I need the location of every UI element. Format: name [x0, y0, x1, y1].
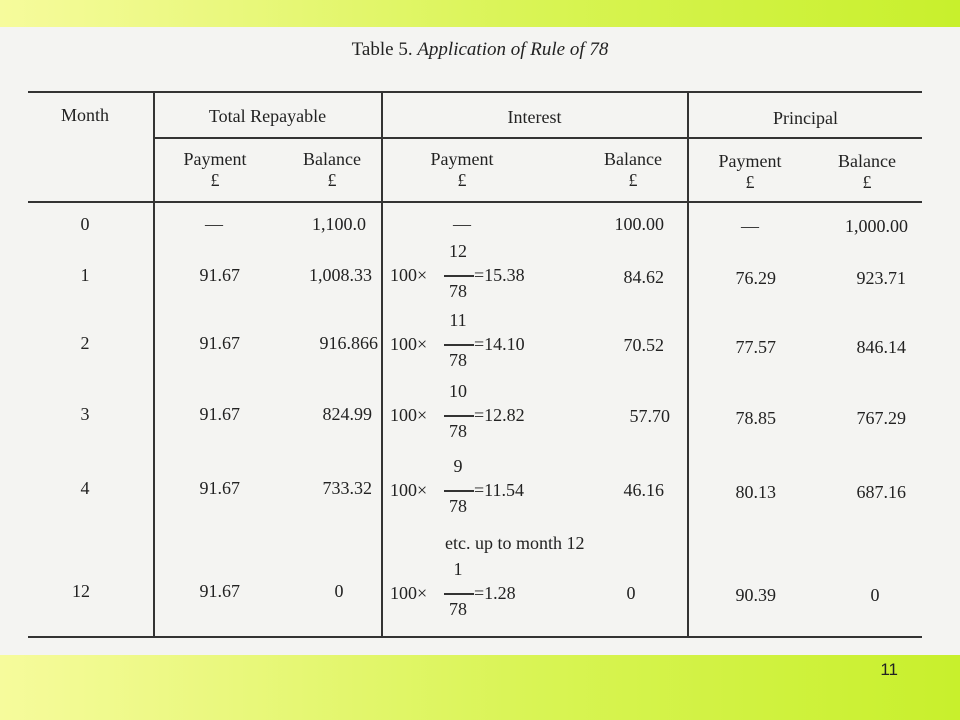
formula-lead: 100× — [390, 334, 428, 354]
header-principal-balance-unit: £ — [862, 172, 872, 192]
cell-month: 2 — [80, 333, 90, 353]
cell-total-payment: — — [205, 214, 223, 234]
fraction-bar — [444, 344, 474, 346]
cell-principal-payment: — — [741, 216, 759, 236]
cell-total-balance: 1,008.33 — [309, 265, 372, 285]
formula-numerator: 9 — [453, 456, 463, 476]
header-interest-balance — [578, 149, 688, 191]
cell-interest-balance: 46.16 — [623, 480, 664, 500]
formula-denominator: 78 — [449, 350, 467, 370]
header-month: Month — [60, 105, 109, 125]
cell-principal-payment: 90.39 — [735, 585, 776, 605]
etc-note: etc. up to month 12 — [445, 533, 585, 553]
formula-denominator: 78 — [449, 496, 467, 516]
header-interest-payment-unit: £ — [457, 170, 467, 190]
cell-interest-balance: 0 — [626, 583, 636, 603]
interest-formula — [390, 241, 550, 311]
cell-month: 4 — [80, 478, 90, 498]
header-interest-payment-label: Payment — [430, 149, 494, 169]
slide-page-number: 11 — [880, 660, 898, 679]
formula-numerator: 11 — [449, 310, 467, 330]
cell-principal-payment: 78.85 — [735, 408, 776, 428]
fraction-bar — [444, 593, 474, 595]
formula-numerator: 10 — [449, 381, 467, 401]
fraction-bar — [444, 415, 474, 417]
formula-denominator: 78 — [449, 421, 467, 441]
header-total-payment-label: Payment — [183, 149, 247, 169]
cell-interest-payment: — — [453, 214, 471, 234]
scanned-table-page — [0, 27, 960, 655]
formula-lead: 100× — [390, 480, 428, 500]
formula-numerator: 12 — [449, 241, 467, 261]
column-divider-month — [153, 91, 155, 638]
fraction-bar — [444, 490, 474, 492]
header-principal-balance — [812, 151, 922, 193]
formula-result: =1.28 — [474, 583, 516, 603]
formula-lead: 100× — [390, 583, 428, 603]
table-title-prefix: Table 5. — [351, 39, 413, 60]
cell-total-balance: 733.32 — [322, 478, 372, 498]
header-principal-payment-unit: £ — [745, 172, 755, 192]
header-interest: Interest — [507, 107, 562, 127]
header-principal-payment-label: Payment — [718, 151, 782, 171]
header-interest-balance-label: Balance — [604, 149, 662, 169]
interest-formula — [390, 559, 550, 629]
cell-total-balance: 824.99 — [322, 404, 372, 424]
cell-principal-balance: 767.29 — [856, 408, 906, 428]
cell-interest-balance: 57.70 — [629, 406, 670, 426]
cell-principal-balance: 923.71 — [856, 268, 906, 288]
cell-interest-balance: 70.52 — [623, 335, 664, 355]
cell-total-payment: 91.67 — [199, 581, 240, 601]
header-total-balance — [277, 149, 387, 191]
cell-total-balance: 916.866 — [319, 333, 378, 353]
cell-interest-balance: 100.00 — [614, 214, 664, 234]
cell-principal-payment: 76.29 — [735, 268, 776, 288]
header-principal-payment — [695, 151, 805, 193]
formula-lead: 100× — [390, 265, 428, 285]
interest-formula — [390, 456, 550, 526]
header-bottom-rule — [28, 201, 922, 203]
header-total-balance-label: Balance — [303, 149, 361, 169]
cell-principal-balance: 687.16 — [856, 482, 906, 502]
slide-bottom-band — [0, 655, 960, 720]
header-principal: Principal — [773, 108, 838, 128]
header-total-balance-unit: £ — [327, 170, 337, 190]
table-bottom-rule — [28, 636, 922, 638]
cell-total-payment: 91.67 — [199, 265, 240, 285]
formula-denominator: 78 — [449, 281, 467, 301]
cell-month: 1 — [80, 265, 90, 285]
header-total-payment — [160, 149, 270, 191]
header-interest-balance-unit: £ — [628, 170, 638, 190]
cell-total-payment: 91.67 — [199, 333, 240, 353]
formula-lead: 100× — [390, 405, 428, 425]
interest-formula — [390, 310, 550, 380]
cell-interest-balance: 84.62 — [623, 267, 664, 287]
cell-total-payment: 91.67 — [199, 404, 240, 424]
formula-result: =11.54 — [474, 480, 524, 500]
table-top-rule — [28, 91, 922, 93]
table-title — [0, 39, 960, 61]
cell-principal-balance: 846.14 — [856, 337, 906, 357]
cell-total-balance: 0 — [334, 581, 344, 601]
cell-total-balance: 1,100.0 — [312, 214, 366, 234]
cell-principal-balance: 1,000.00 — [845, 216, 908, 236]
header-principal-balance-label: Balance — [838, 151, 896, 171]
formula-result: =14.10 — [474, 334, 525, 354]
formula-denominator: 78 — [449, 599, 467, 619]
group-header-rule — [154, 137, 922, 139]
cell-principal-balance: 0 — [870, 585, 880, 605]
header-total-payment-unit: £ — [210, 170, 220, 190]
header-total-repayable: Total Repayable — [208, 106, 327, 126]
fraction-bar — [444, 275, 474, 277]
formula-result: =15.38 — [474, 265, 525, 285]
table-title-text: Application of Rule of 78 — [417, 39, 609, 60]
formula-numerator: 1 — [453, 559, 463, 579]
cell-month: 3 — [80, 404, 90, 424]
cell-month: 0 — [80, 214, 90, 234]
interest-formula — [390, 381, 550, 451]
header-interest-payment — [407, 149, 517, 191]
cell-principal-payment: 77.57 — [735, 337, 776, 357]
cell-principal-payment: 80.13 — [735, 482, 776, 502]
formula-result: =12.82 — [474, 405, 525, 425]
cell-month: 12 — [72, 581, 90, 601]
slide-top-band — [0, 0, 960, 27]
cell-total-payment: 91.67 — [199, 478, 240, 498]
